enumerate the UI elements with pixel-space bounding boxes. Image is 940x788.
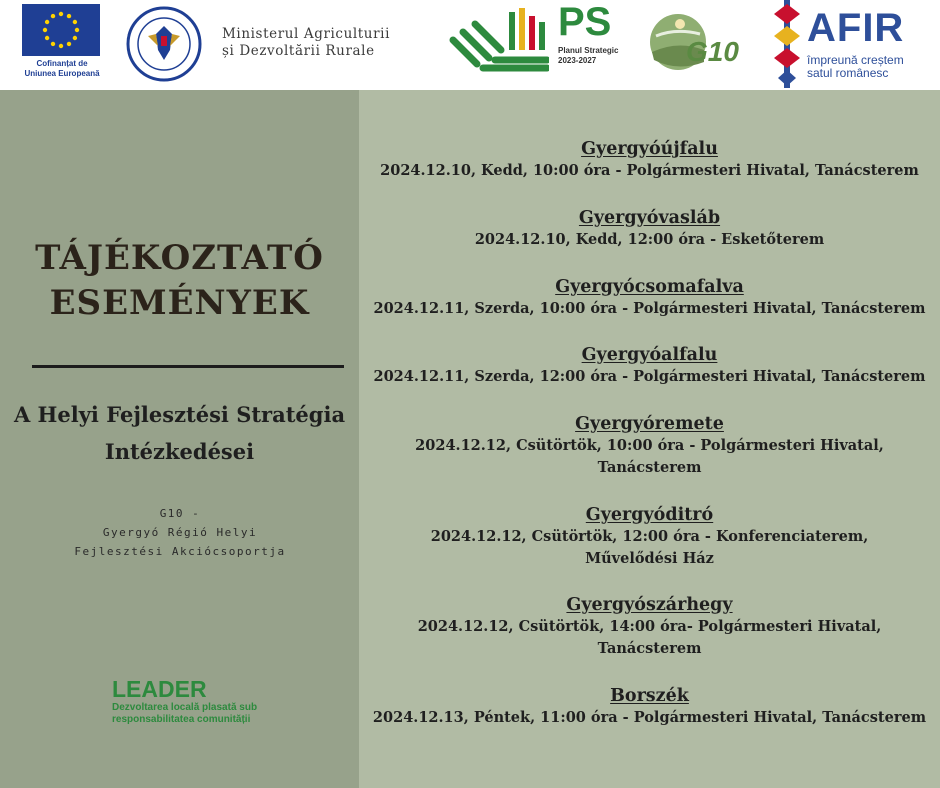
event-place: Gyergyóditró (585, 505, 714, 525)
afir-logo (772, 0, 932, 90)
ps-line1: Planul Strategic (558, 46, 619, 55)
org-line3: Fejlesztési Akciócsoportja (74, 545, 286, 558)
ministry-logo (222, 26, 437, 60)
afir-ornament-icon (772, 0, 802, 88)
events-panel (359, 90, 940, 788)
event-place: Gyergyóújfalu (581, 139, 718, 159)
subtitle-line2: Intézkedései (104, 439, 255, 464)
title-line2: ESEMÉNYEK (49, 283, 310, 323)
event-item (359, 414, 940, 479)
event-item (359, 277, 940, 320)
left-panel (0, 90, 359, 788)
event-details: 2024.12.10, Kedd, 10:00 óra - Polgármesteri Hivatal, Tanácsterem (380, 162, 919, 179)
event-item (359, 208, 940, 251)
ministry-line1: Ministerul Agriculturii (222, 26, 390, 42)
event-item (359, 345, 940, 388)
event-place: Gyergyóremete (575, 414, 724, 434)
ps-logo (558, 2, 638, 66)
event-place: Gyergyócsomafalva (555, 277, 744, 297)
ministry-line2: și Dezvoltării Rurale (222, 43, 375, 59)
title-line1: TÁJÉKOZTATÓ (35, 238, 324, 278)
subtitle-line1: A Helyi Fejlesztési Stratégia (13, 402, 346, 427)
title-divider (32, 365, 344, 368)
event-place: Borszék (610, 686, 689, 706)
subtitle (0, 396, 359, 470)
organization-name (20, 504, 340, 561)
leader-sub-line2: responsabilitatea comunității (112, 714, 251, 725)
event-item (359, 139, 940, 182)
eu-caption-line2: Uniunea Europeană (24, 69, 100, 78)
event-item (359, 686, 940, 729)
leader-word: LEADER (112, 676, 207, 702)
g10-logo (646, 10, 756, 74)
ps-stripes-icon (449, 6, 549, 76)
event-details: 2024.12.12, Csütörtök, 14:00 óra- Polgármesteri Hivatal, Tanácsterem (417, 618, 882, 657)
afir-slogan-line2: satul românesc (807, 66, 889, 80)
leader-sub-line1: Dezvoltarea locală plasată sub (112, 702, 258, 713)
logo-header (0, 0, 940, 90)
event-item (359, 595, 940, 660)
event-details: 2024.12.12, Csütörtök, 10:00 óra - Polgármesteri Hivatal, Tanácsterem (415, 437, 884, 476)
leader-logo (112, 676, 352, 726)
g10-label: G10 (686, 36, 739, 67)
eu-flag-icon (22, 4, 100, 56)
event-details: 2024.12.11, Szerda, 12:00 óra - Polgármesteri Hivatal, Tanácsterem (373, 368, 926, 385)
afir-slogan-line1: împreună creștem (807, 53, 904, 67)
ps-line2: 2023-2027 (558, 56, 597, 65)
event-details: 2024.12.13, Péntek, 11:00 óra - Polgármesteri Hivatal, Tanácsterem (372, 709, 927, 726)
afir-name: AFIR (807, 6, 905, 50)
event-details: 2024.12.11, Szerda, 10:00 óra - Polgármesteri Hivatal, Tanácsterem (373, 300, 926, 317)
ps-mark: PS (558, 0, 612, 44)
event-details: 2024.12.10, Kedd, 12:00 óra - Esketőterem (474, 231, 825, 248)
government-seal-icon (126, 6, 202, 82)
event-place: Gyergyóvasláb (578, 208, 721, 228)
event-details: 2024.12.12, Csütörtök, 12:00 óra - Konferenciaterem, Művelődési Ház (430, 528, 869, 567)
org-line2: Gyergyó Régió Helyi (102, 526, 258, 539)
event-place: Gyergyóalfalu (581, 345, 718, 365)
eu-caption-line1: Cofinanțat de (36, 59, 88, 68)
org-line1: G10 - (159, 507, 201, 520)
event-place: Gyergyószárhegy (566, 595, 733, 615)
eu-logo (20, 4, 104, 79)
page-title (0, 236, 359, 326)
event-item (359, 505, 940, 570)
